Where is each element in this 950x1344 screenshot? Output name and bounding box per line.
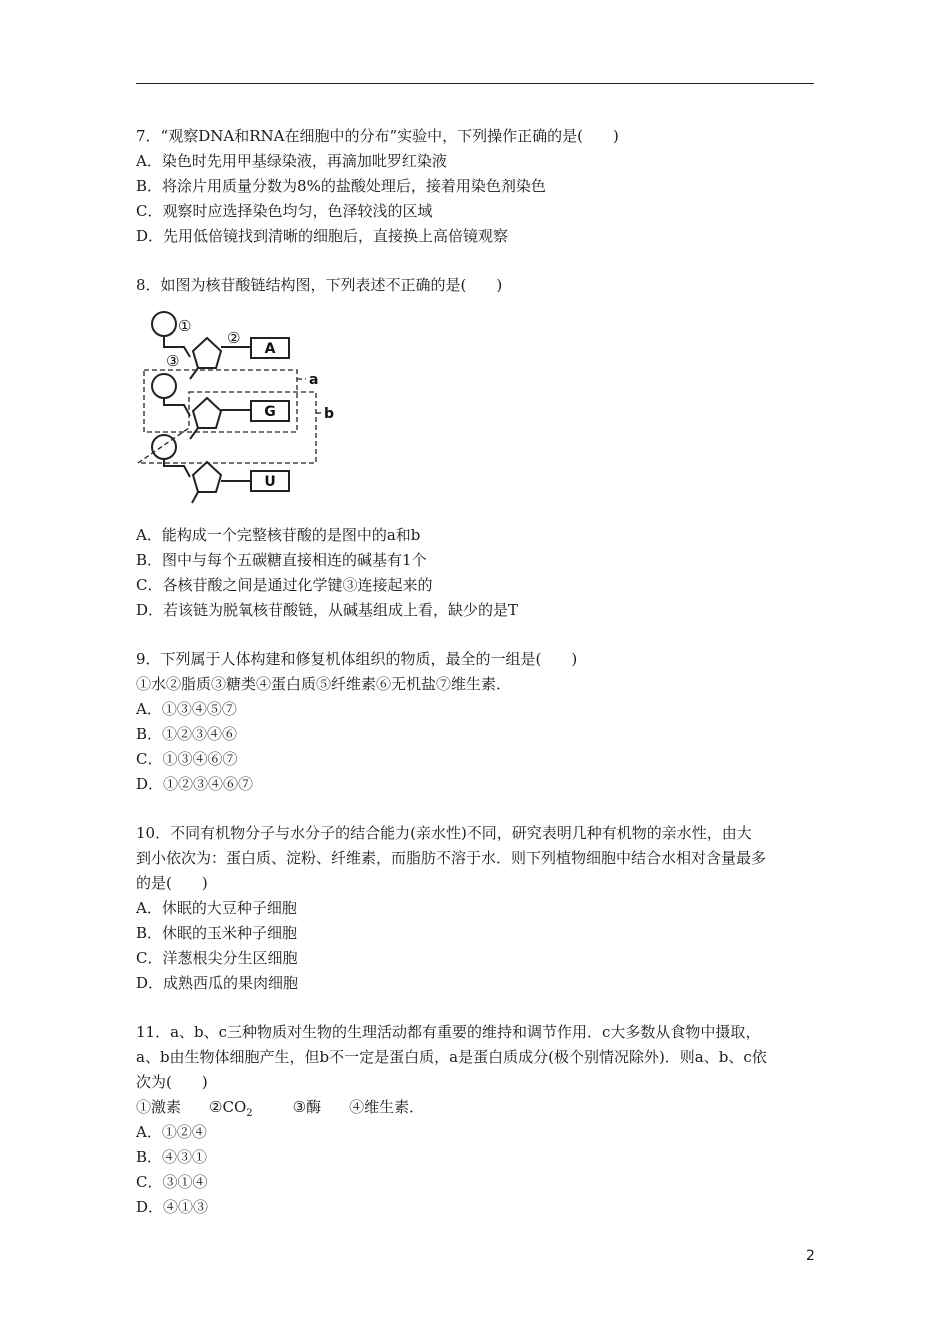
label-circled-3: ③: [166, 352, 180, 370]
choice-4: ④维生素．: [349, 1098, 425, 1116]
choice-2: $②CO_2$: [209, 1098, 253, 1119]
label-circled-2: ②: [227, 329, 241, 347]
pentose-sugar-1: [193, 338, 221, 368]
question-8-option-d: D．若该链为脱氧核苷酸链，从碱基组成上看，缺少的是T: [136, 601, 519, 619]
question-7-option-c: C．观察时应选择染色均匀，色泽较浅的区域: [136, 202, 433, 220]
question-9-items: ①水②脂质③糖类④蛋白质⑤纤维素⑥无机盐⑦维生素．: [136, 675, 512, 693]
base-label-g: G: [264, 404, 276, 420]
question-10-option-b: B．休眠的玉米种子细胞: [136, 924, 298, 942]
question-11-option-d: D．④①③: [136, 1198, 209, 1216]
question-11-option-b: B．④③①: [136, 1148, 208, 1166]
question-9-stem: 9．下列属于人体构建和修复机体组织的物质，最全的一组是( ): [136, 650, 578, 668]
question-9-option-b: B．①②③④⑥: [136, 725, 238, 743]
label-circled-1: ①: [178, 317, 192, 335]
question-11-stem-line-1: 11．a、b、c三种物质对生物的生理活动都有重要的维持和调节作用．c大多数从食物中摄取，: [136, 1023, 761, 1041]
question-9-option-c: C．①③④⑥⑦: [136, 750, 238, 768]
question-8-option-a: A．能构成一个完整核苷酸的是图中的a和b: [136, 526, 421, 544]
question-10-option-a: A．休眠的大豆种子细胞: [136, 899, 297, 917]
bracket-label-a: a: [309, 372, 319, 388]
question-11-stem-line-2: a、b由生物体细胞产生，但b不一定是蛋白质，a是蛋白质成分(极个别情况除外)．则a、b、c依: [136, 1048, 767, 1066]
bracket-label-b: b: [324, 406, 335, 422]
question-10-stem-line-1: 10．不同有机物分子与水分子的结合能力(亲水性)不同，研究表明几种有机物的亲水性，由大: [136, 824, 752, 842]
phosphate-circle-3: [152, 435, 176, 459]
question-10-option-c: C．洋葱根尖分生区细胞: [136, 949, 298, 967]
base-label-a: A: [264, 341, 276, 357]
question-10-stem-line-3: 的是( ): [136, 874, 208, 892]
choice-1: ①激素: [136, 1098, 182, 1116]
question-9-option-d: D．①②③④⑥⑦: [136, 775, 254, 793]
phosphate-circle-1: [152, 312, 176, 336]
phosphate-circle-2: [152, 374, 176, 398]
pentose-sugar-2: [193, 398, 221, 428]
question-9-option-a: A．①③④⑤⑦: [136, 700, 237, 718]
question-8-option-c: C．各核苷酸之间是通过化学键③连接起来的: [136, 576, 433, 594]
question-8-stem: 8．如图为核苷酸链结构图，下列表述不正确的是( ): [136, 276, 503, 294]
question-7-stem: 7．“观察DNA和RNA在细胞中的分布”实验中，下列操作正确的是( ): [136, 127, 619, 145]
base-label-u: U: [264, 474, 276, 490]
pentose-sugar-3: [193, 462, 221, 492]
question-11-option-a: A．①②④: [136, 1123, 207, 1141]
question-11-choices: [136, 1097, 424, 1124]
question-7-option-d: D．先用低倍镜找到清晰的细胞后，直接换上高倍镜观察: [136, 227, 509, 245]
question-8-option-b: B．图中与每个五碳糖直接相连的碱基有1个: [136, 551, 427, 569]
question-7-option-a: A．染色时先用甲基绿染液，再滴加吡罗红染液: [136, 152, 447, 170]
nucleotide-chain-figure: [134, 303, 344, 515]
page-number: 2: [806, 1248, 815, 1264]
question-11-stem-line-3: 次为( ): [136, 1073, 208, 1091]
choice-3: ③酶: [292, 1098, 322, 1116]
header-rule: [136, 83, 814, 84]
question-10-option-d: D．成熟西瓜的果肉细胞: [136, 974, 299, 992]
question-10-stem-line-2: 到小依次为：蛋白质、淀粉、纤维素，而脂肪不溶于水．则下列植物细胞中结合水相对含量最多: [136, 849, 767, 867]
question-7-option-b: B．将涂片用质量分数为8%的盐酸处理后，接着用染色剂染色: [136, 177, 546, 195]
question-11-option-c: C．③①④: [136, 1173, 208, 1191]
